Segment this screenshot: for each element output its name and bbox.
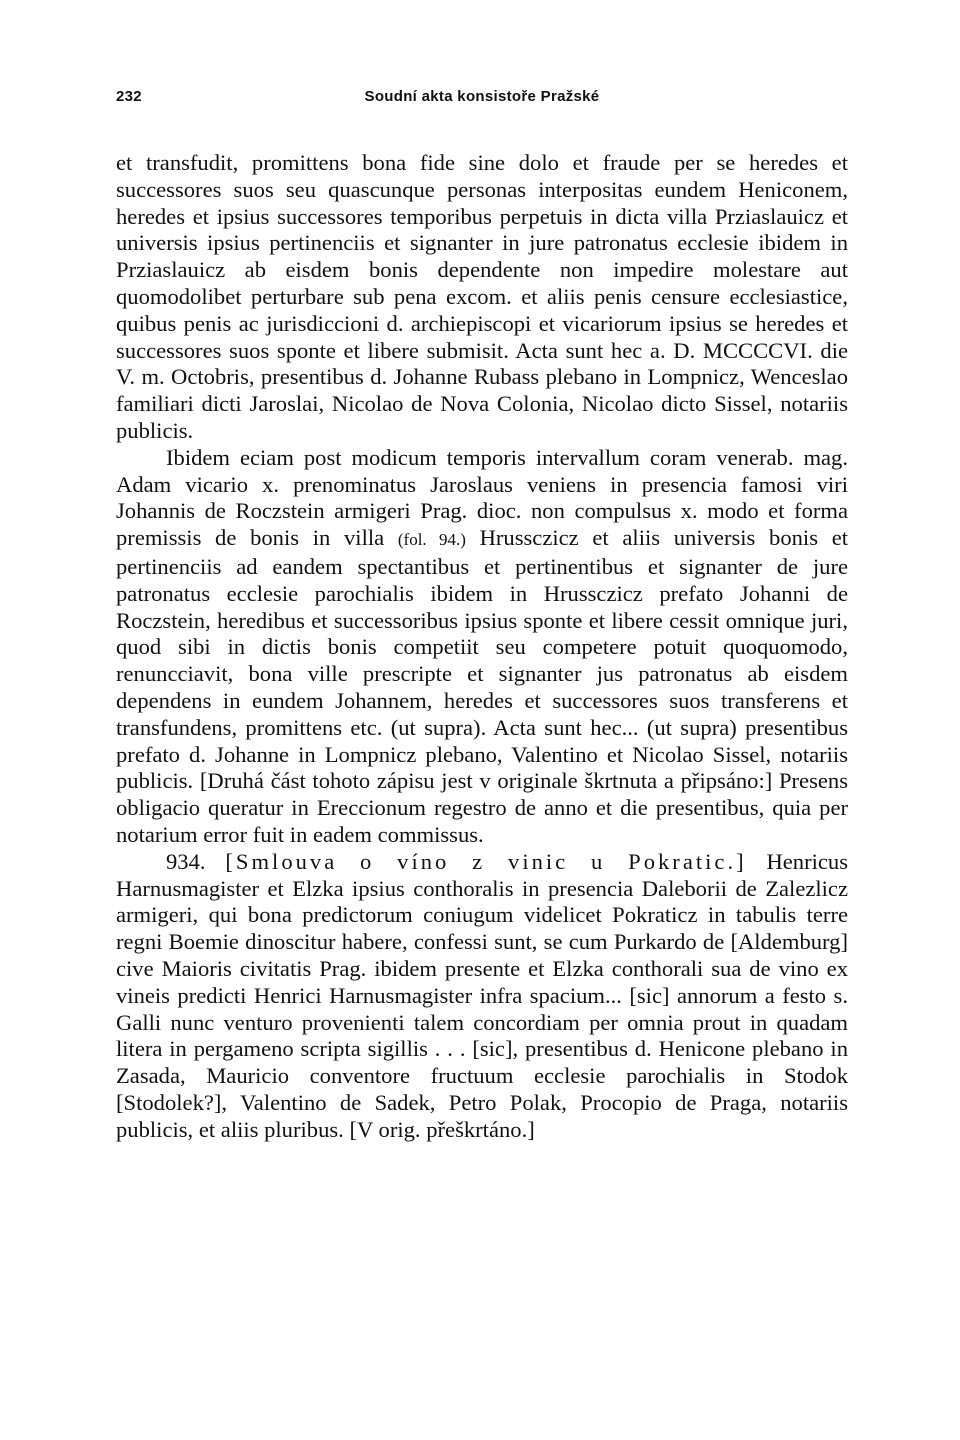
- entry-text: Henricus Harnusmagister et Elzka ipsius conthoralis in presencia Daleborii de Zalezlicz armigeri, qui bona predictorum coniugum videlicet Pokraticz in tabulis terre regni Boemie dinoscitur habere, confessi sunt, se cum Purkardo de [Aldemburg] cive Maioris civitatis Prag. ibidem presente et Elzka conthorali sua de vino ex vineis predicti Henrici Harnusmagister infra spacium... [sic] annorum a festo s. Galli nunc venturo provenienti talem concordiam per omnia prout in quadam litera in pergameno scripta sigillis . . . [sic], presentibus d. Henicone plebano in Zasada, Mauricio conventore fructuum ecclesie parochialis in Stodok [Stodolek?], Valentino de Sadek, Petro Polak, Procopio de Praga, notariis publicis, et aliis pluribus. [V orig. přeškrtáno.]: [116, 848, 849, 1142]
- page-number: 232: [116, 88, 142, 105]
- paragraph-2-text-b: Hrussczicz et aliis universis bonis et pertinenciis ad eandem spectantibus et pertinentibus et signanter de jure patronatus ecclesie parochialis ibidem in Hrussczicz prefato Johanni de Roczstein, heredibus et successoribus ipsius sponte et libere cessit omnique juri, quod sibi in dictis bonis competiit seu competere potuit quoquomodo, renuncciavit, bona ville prescripte et signanter jus patronatus ab eisdem dependens in eundem Johannem, heredes et successores suos transferens et transfundens, promittens etc. (ut supra). Acta sunt hec... (ut supra) presentibus prefato d. Johanne in Lompnicz plebano, Valentino et Nicolao Sissel, notariis publicis. [Druhá část tohoto zápisu jest v originale škrtnuta a připsáno:] Presens obligacio queratur in Ereccionum regestro de anno et die presentibus, quia per notarium error fuit in eadem commissus.: [116, 525, 848, 847]
- paragraph-2-text-a: Ibidem eciam post modicum temporis intervallum coram venerab. mag. Adam vicario x. prenominatus Jaroslaus veniens in presencia famosi viri Johannis de Roczstein armigeri Prag. dioc. non compulsus x. modo et forma premissis de bonis in villa: [116, 444, 848, 551]
- paragraph-2: [116, 445, 848, 849]
- folio-reference: (fol. 94.): [397, 530, 466, 550]
- running-title: Soudní akta konsistoře Pražské: [364, 88, 600, 105]
- running-header: [116, 88, 848, 114]
- entry-934: [116, 849, 848, 1144]
- entry-heading: [Smlouva o víno z vinic u Pokratic.]: [225, 848, 747, 874]
- document-page: [116, 88, 848, 1143]
- paragraph-1: et transfudit, promittens bona fide sine dolo et fraude per se heredes et successores suos seu quascunque personas interpositas eundem Heniconem, heredes et ipsius successores temporibus perpetuis in dicta villa Prziaslauicz et universis ipsius pertinenciis et signanter in jure patronatus ecclesie ibidem in Prziaslauicz ab eisdem bonis dependente non impedire molestare aut quomodolibet perturbare sub pena excom. et aliis penis censure ecclesiastice, quibus penis ac jurisdiccioni d. archiepiscopi et vicariorum ipsius se heredes et successores suos sponte et libere submisit. Acta sunt hec a. D. MCCCCVI. die V. m. Octobris, presentibus d. Johanne Rubass plebano in Lompnicz, Wenceslao familiari dicti Jaroslai, Nicolao de Nova Colonia, Nicolao dicto Sissel, notariis publicis.: [116, 150, 848, 443]
- entry-number: 934.: [166, 848, 226, 874]
